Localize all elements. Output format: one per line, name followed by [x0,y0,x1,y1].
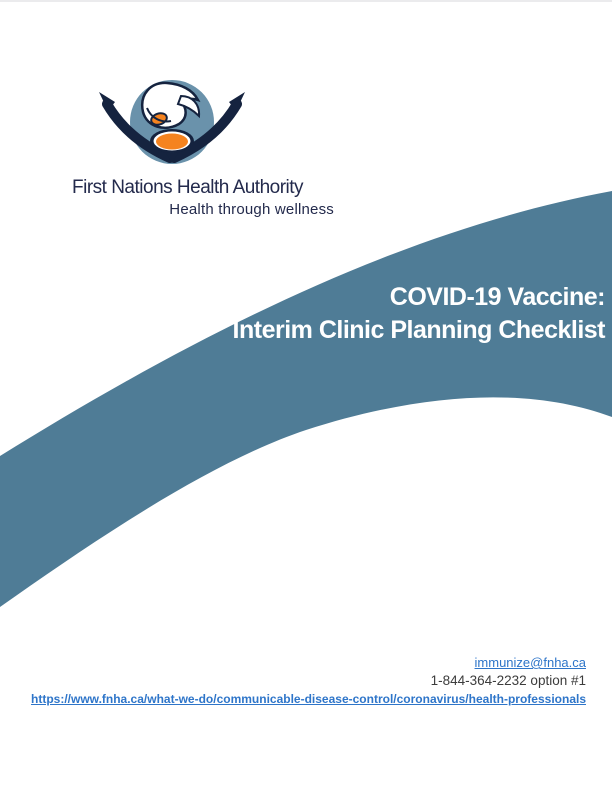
org-name: First Nations Health Authority [72,177,304,198]
title-line-1: COVID-19 Vaccine: [389,283,605,311]
body-orange [156,134,188,150]
swoosh-shape [0,191,612,607]
title-line-2: Interim Clinic Planning Checklist [232,316,605,344]
email-link[interactable]: immunize@fnha.ca [474,655,586,670]
website-link[interactable]: https://www.fnha.ca/what-we-do/communicable-disease-control/coronavirus/health-professionals [31,692,586,706]
fnha-logo [72,70,334,218]
document-title [233,281,605,347]
contact-block [31,654,586,708]
fnha-eagle-icon [99,70,245,174]
org-tagline: Health through wellness [169,201,334,218]
phone-number: 1-844-364-2232 option #1 [430,673,586,688]
